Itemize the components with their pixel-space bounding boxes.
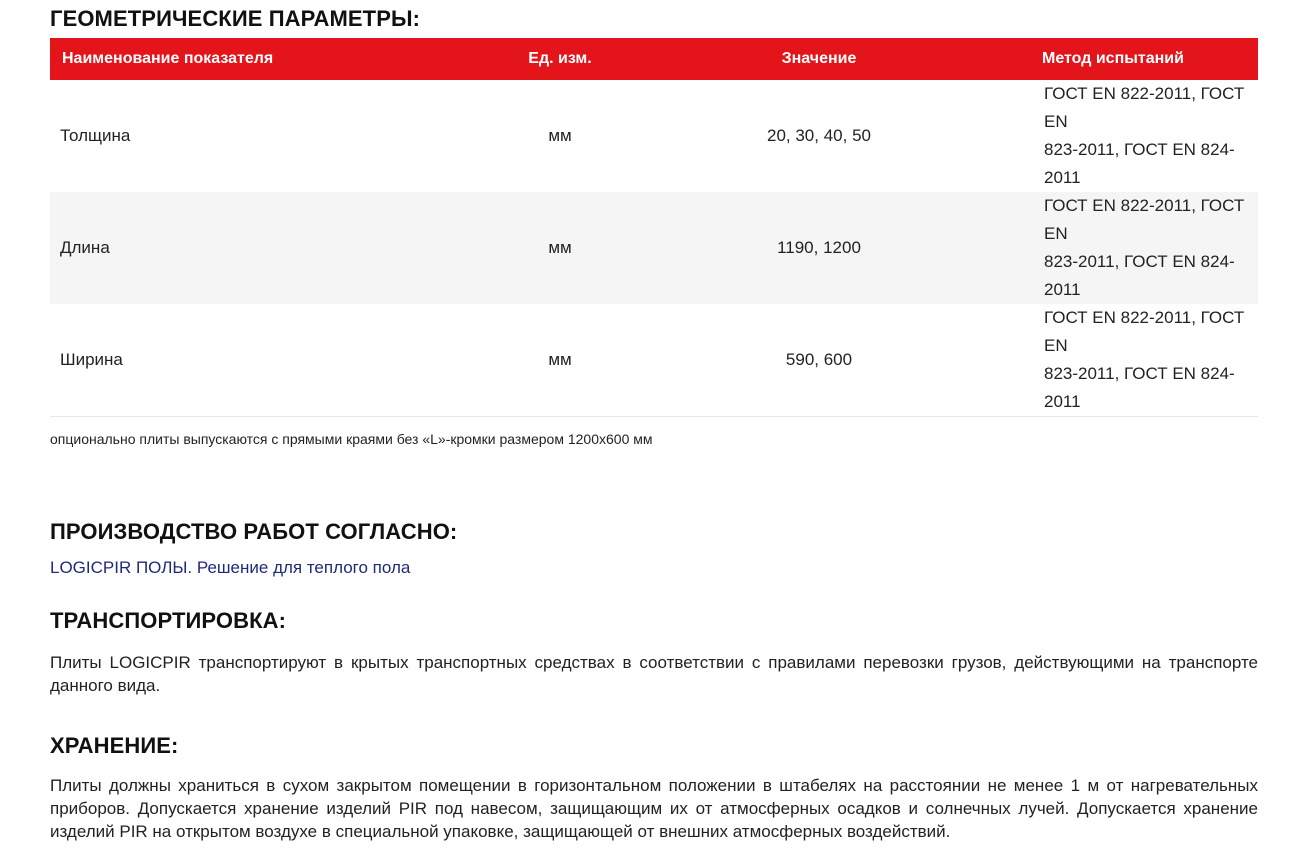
cell-unit: мм xyxy=(548,126,572,145)
cell-value: 590, 600 xyxy=(785,350,853,369)
transport-text: Плиты LOGICPIR транспортируют в крытых транспортных средствах в соответствии с правилами перевозки грузов, действующими на транспорте данного вида. xyxy=(50,653,1258,695)
table-row xyxy=(50,304,1258,417)
table-note: опционально плиты выпускаются с прямыми краями без «L»-кромки размером 1200х600 мм xyxy=(50,431,653,447)
cell-unit: мм xyxy=(548,350,572,369)
method-line-2: 823-2011, ГОСТ EN 824-2011 xyxy=(1044,364,1235,411)
production-link[interactable]: LOGICPIR ПОЛЫ. Решение для теплого пола xyxy=(50,558,411,577)
table-row xyxy=(50,192,1258,304)
cell-value: 1190, 1200 xyxy=(777,238,861,257)
cell-unit: мм xyxy=(548,238,572,257)
header-method: Метод испытаний xyxy=(1042,50,1184,67)
storage-heading: ХРАНЕНИЕ: xyxy=(50,733,179,758)
storage-text: Плиты должны храниться в сухом закрытом помещении в горизонтальном положении в штабелях на расстоянии не менее 1 м от нагревательных приборов. Допускается хранение изделий PIR под навесом, защищающим их от атмосферных осадков и солнечных лучей. Допускается хранение изделий PIR на открытом воздухе в специальной упаковке, защищающей от внешних атмосферных воздействий. xyxy=(50,776,1258,841)
cell-method xyxy=(968,304,1258,417)
cell-name: Ширина xyxy=(60,350,123,369)
cell-value: 20, 30, 40, 50 xyxy=(767,126,871,145)
geometry-table xyxy=(50,38,1258,417)
cell-method xyxy=(968,80,1258,192)
cell-method xyxy=(968,192,1258,304)
cell-name: Длина xyxy=(60,238,110,257)
method-line-1: ГОСТ EN 822-2011, ГОСТ EN xyxy=(1044,308,1245,355)
transport-heading: ТРАНСПОРТИРОВКА: xyxy=(50,608,287,633)
geometry-heading: ГЕОМЕТРИЧЕСКИЕ ПАРАМЕТРЫ: xyxy=(50,6,421,31)
table-header-row xyxy=(50,38,1258,80)
header-unit: Ед. изм. xyxy=(528,50,592,67)
method-line-1: ГОСТ EN 822-2011, ГОСТ EN xyxy=(1044,196,1245,243)
production-heading: ПРОИЗВОДСТВО РАБОТ СОГЛАСНО: xyxy=(50,519,458,544)
table-row xyxy=(50,80,1258,192)
header-name: Наименование показателя xyxy=(62,50,274,67)
method-line-2: 823-2011, ГОСТ EN 824-2011 xyxy=(1044,252,1235,299)
method-line-1: ГОСТ EN 822-2011, ГОСТ EN xyxy=(1044,84,1245,131)
header-value: Значение xyxy=(781,50,857,67)
cell-name: Толщина xyxy=(60,126,131,145)
method-line-2: 823-2011, ГОСТ EN 824-2011 xyxy=(1044,140,1235,187)
